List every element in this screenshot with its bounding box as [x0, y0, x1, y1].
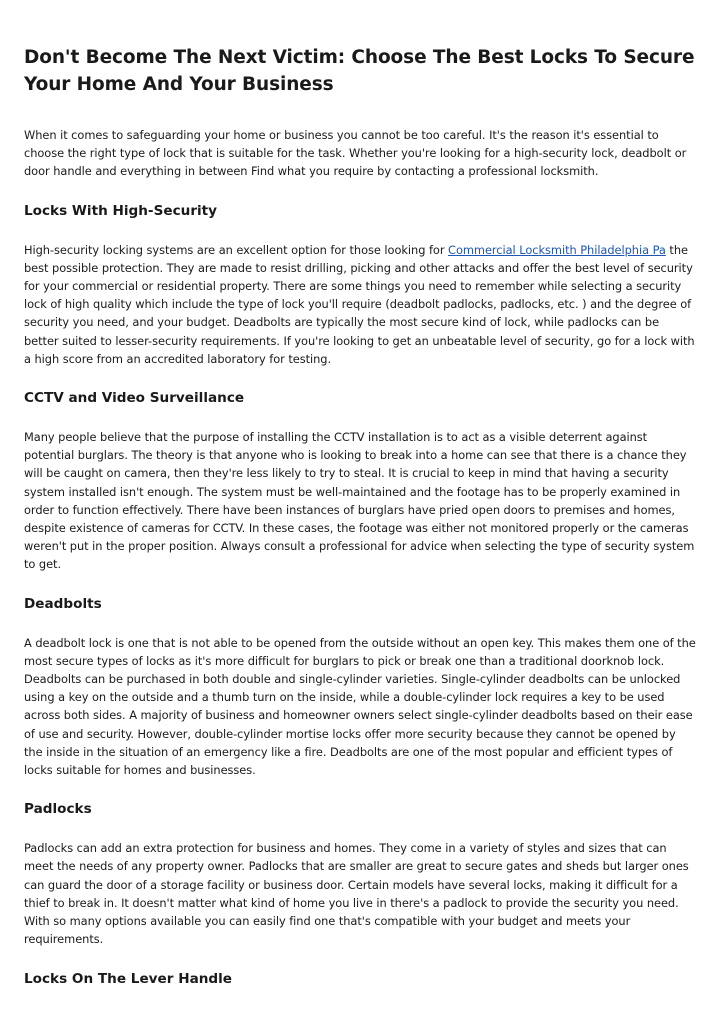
padlocks-paragraph: Padlocks can add an extra protection for business and homes. They come in a variety of styles and sizes that can meet the needs of any property owner. Padlocks that are smaller are great to secure gates and sheds but larger ones can guard the door of a storage facility or business door. Certain models have several locks, making it difficult for a thief to break in. It doesn't matter what kind of home you live in there's a padlock to provide the security you need. With so many options available you can easily find one that's compatible with your budget and meets your requirements.	[24, 841, 689, 947]
high-security-text-before-link: High-security locking systems are an excellent option for those looking for	[24, 242, 449, 257]
intro-paragraph: When it comes to safeguarding your home or business you cannot be too careful. It's the reason it's essential to choose the right type of lock that is suitable for the task. Whether you're looking for a high-security lock, deadbolt or door handle and everything in between Find what you require by contacting a professional locksmith.	[24, 128, 687, 179]
heading-padlocks: Padlocks	[24, 801, 92, 818]
heading-cctv: CCTV and Video Surveillance	[24, 390, 245, 407]
page-title: Don't Become The Next Victim: Choose The Best Locks To Secure Your Home And Your Business	[24, 47, 695, 95]
deadbolts-paragraph: A deadbolt lock is one that is not able to be opened from the outside without an open key. This makes them one of the most secure types of locks as it's more difficult for burglars to pick or break one than a traditional doorknob lock. Deadbolts can be purchased in both double and single-cylinder varieties. Single-cylinder deadbolts can be unlocked using a key on the outside and a thumb turn on the inside, while a double-cylinder lock requires a key to be used across both sides. A majority of business and homeowner owners select single-cylinder deadbolts based on their ease of use and security. However, double-cylinder mortise locks offer more security because they cannot be opened by the inside in the situation of an emergency like a fire. Deadbolts are one of the most popular and efficient types of locks suitable for homes and businesses.	[24, 635, 696, 778]
high-security-paragraph	[24, 241, 696, 368]
cctv-paragraph: Many people believe that the purpose of installing the CCTV installation is to act as a visible deterrent against potential burglars. The theory is that anyone who is looking to break into a home can see that there is a chance they will be caught on camera, then they're less likely to try to steal. It is crucial to keep in mind that having a security system installed isn't enough. The system must be well-maintained and the footage has to be properly examined in order to function effectively. There have been instances of burglars have pried open doors to premises and homes, despite existence of cameras for CCTV. In these cases, the footage was either not monitored properly or the cameras weren't put in the proper position. Always consult a professional for advice when selecting the type of security system to get.	[24, 430, 695, 572]
heading-lever-handle: Locks On The Lever Handle	[24, 970, 233, 987]
heading-deadbolts: Deadbolts	[24, 595, 102, 612]
high-security-text-after-link: the best possible protection. They are made to resist drilling, picking and other attacks and offer the best level of security for your commercial or residential property. There are some things you need to remember while selecting a security lock of high quality which include the type of lock you'll require (deadbolt padlocks, padlocks, etc. ) and the degree of security you need, and your budget. Deadbolts are typically the most secure kind of lock, while padlocks can be better suited to lesser-security requirements. If you're looking to get an unbeatable level of security, go for a lock with a high score from an accredited laboratory for testing.	[24, 242, 695, 366]
commercial-locksmith-link[interactable]: Commercial Locksmith Philadelphia Pa	[448, 242, 666, 257]
heading-high-security: Locks With High-Security	[24, 202, 218, 219]
